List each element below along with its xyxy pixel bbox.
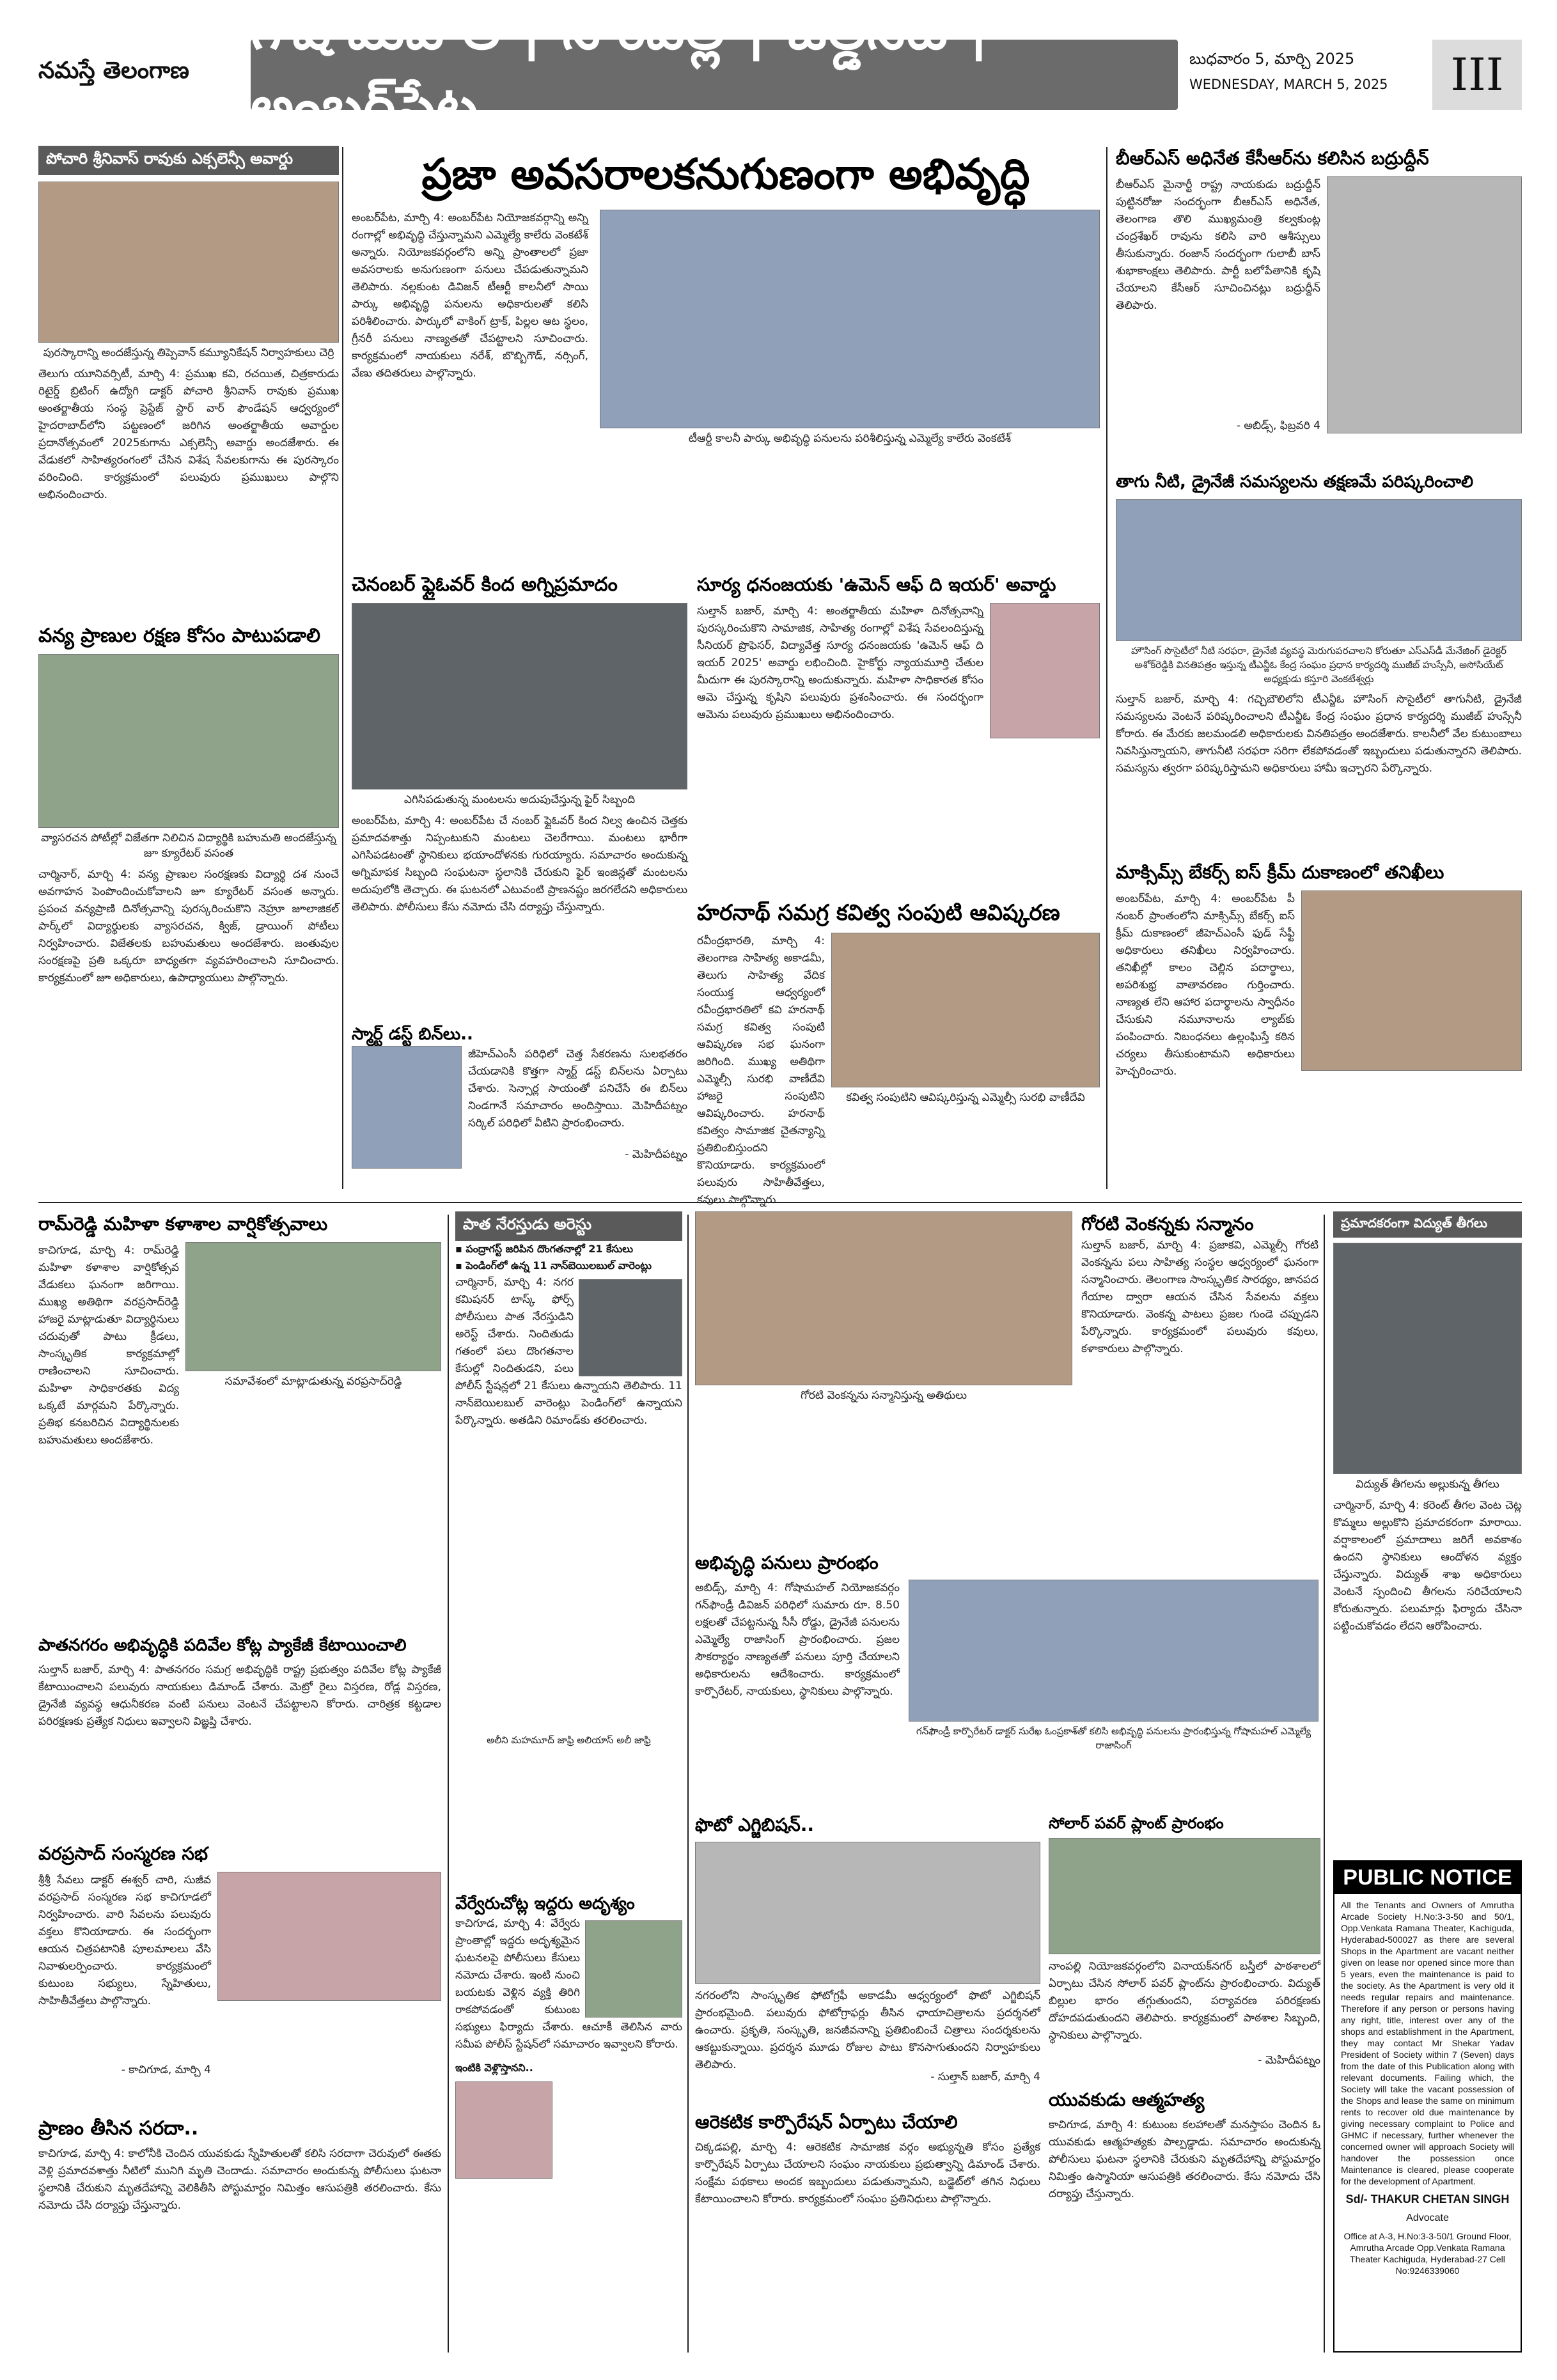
headline: రామ్‌రెడ్డి మహిళా కళాశాల వార్షికోత్సవాలు bbox=[38, 1213, 328, 1234]
college-photo bbox=[185, 1242, 441, 1371]
headline: పోచారి శ్రీనివాస్ రావుకు ఎక్సలెన్సీ అవార్డు bbox=[38, 146, 339, 175]
caption: పురస్కారాన్ని అందజేస్తున్న తిప్పెవాన్ కమ్యూనికేషన్ నిర్వాహకులు చెర్రి bbox=[43, 346, 334, 359]
fire-photo bbox=[352, 603, 687, 789]
award-photo bbox=[38, 182, 339, 343]
headline: గోరటి వెంకన్నకు సన్మానం bbox=[1081, 1213, 1254, 1234]
headline: ఆరెకటిక కార్పొరేషన్ ఏర్పాటు చేయాలి bbox=[695, 2112, 958, 2133]
column-rule bbox=[448, 1215, 449, 2353]
caption: సమావేశంలో మాట్లాడుతున్న వరప్రసాద్‌రెడ్డి bbox=[224, 1375, 402, 1388]
article-body: బీఆర్ఎస్ మైనార్టీ రాష్ట్ర నాయకుడు బద్రుద్దీన్ పుట్టినరోజు సందర్భంగా బీఆర్ఎస్ అధినేత, తెలంగాణ తొలి ముఖ్యమంత్రి కల్వకుంట్ల చంద్రశేఖర్ రావును కలిసి వారి ఆశీస్సులు తీసుకున్నారు. రంజాన్ సందర్భంగా గులాబీ బాస్ శుభాకాంక్షలు తెలిపారు. పార్టీ బలోపేతానికి కృషి చేయాలని కేసీఆర్ సూచించినట్లు బద్రుద్దీన్ తెలిపారు. bbox=[1116, 178, 1320, 312]
column-rule bbox=[342, 147, 343, 1189]
article-works-started bbox=[695, 1550, 1318, 1806]
article-arrest bbox=[455, 1211, 682, 1883]
headline: సూర్య ధనంజయకు 'ఉమెన్ ఆఫ్ ది ఇయర్' అవార్డు bbox=[697, 574, 1056, 595]
subhead: ఇంటికి వెళ్లొస్తానని.. bbox=[455, 2062, 533, 2074]
headline: యువకుడు ఆత్మహత్య bbox=[1049, 2089, 1205, 2110]
article-drowning bbox=[38, 2116, 441, 2353]
article-water-drainage bbox=[1116, 470, 1522, 853]
caption: హౌసింగ్ సొసైటీలో నీటి సరఫరా, డ్రైనేజీ వ్యవస్థ మెరుగుపరచాలని కోరుతూ ఎస్ఎస్‌డీ మేనేజింగ్ డైరెక్టర్ అశోక్‌రెడ్డికి వినతిపత్రం ఇస్తున్న టీఎన్జీఓ కేంద్ర సంఘం ప్రధాన కార్యదర్శి ముజీబ్ హుస్సేనీ, అసోసియేట్ అధ్యక్షుడు కస్తూరి వెంకటేశ్వర్లు bbox=[1131, 645, 1506, 685]
article-body: రవీంద్రభారతి, మార్చి 4: తెలంగాణ సాహిత్య అకాడమీ, తెలుగు సాహిత్య వేదిక సంయుక్త ఆధ్వర్యంలో రవీంద్రభారతిలో కవి హరనాథ్ సమగ్ర కవిత్వ సంపుటి ఆవిష్కరణ సభ ఘనంగా జరిగింది. ముఖ్య అతిథిగా ఎమ్మెల్సీ సురభి వాణీదేవి హాజరై సంపుటిని ఆవిష్కరించారు. హరనాథ్ కవిత్వం సామాజిక చైతన్యాన్ని ప్రతిబింబిస్తుందని కొనియాడారు. కార్యక్రమంలో పలువురు సాహితీవేత్తలు, కవులు పాల్గొన్నారు. bbox=[697, 935, 825, 1206]
caption: వ్యాసరచన పోటీల్లో విజేతగా నిలిచిన విద్యార్థికి బహుమతి అందజేస్తున్న జూ క్యూరేటర్ వసంత bbox=[41, 832, 336, 860]
article-excellence-award bbox=[38, 146, 339, 619]
notice-signer-title: Advocate bbox=[1406, 2213, 1449, 2223]
article-body: చార్మినార్, మార్చి 4: వన్య ప్రాణుల సంరక్షణకు విద్యార్థి దశ నుంచే అవగాహన పెంపొందించుకోవాలని జూ క్యూరేటర్ వసంత అన్నారు. ప్రపంచ వన్యప్రాణి దినోత్సవాన్ని పురస్కరించుకొని నెహ్రూ జూలాజికల్ పార్క్‌లో విద్యార్థులకు వ్యాసరచన, క్విజ్, డ్రాయింగ్ పోటీలు నిర్వహించారు. విజేతలకు బహుమతులు అందజేశారు. జంతువుల సంరక్షణపై ప్రతి ఒక్కరూ బాధ్యతగా వ్యవహరించాలని సూచించారు. కార్యక్రమంలో జూ అధికారులు, ఉపాధ్యాయులు పాల్గొన్నారు. bbox=[38, 868, 339, 984]
public-notice bbox=[1333, 1860, 1522, 2353]
byline: - మెహిదీపట్నం bbox=[1258, 2054, 1320, 2067]
petition-photo bbox=[1116, 499, 1522, 641]
article-body: అంబర్‌పేట, మార్చి 4: అంబర్‌పేట చే నంబర్ ఫ్లైఓవర్ కింద నిల్వ ఉంచిన చెత్తకు ప్రమాదవశాత్తు నిప్పంటుకుని మంటలు చెలరేగాయి. మంటలు భారీగా ఎగిసిపడటంతో స్థానికులు భయాందోళనకు గురయ్యారు. సమాచారం అందుకున్న అగ్నిమాపక సిబ్బంది సంఘటనా స్థలానికి చేరుకుని ఫైర్ ఇంజిన్లతో మంటలను అదుపులోకి తెచ్చారు. ఈ ఘటనలో ఎటువంటి ప్రాణనష్టం జరగలేదని అధికారులు తెలిపారు. పోలీసులు కేసు నమోదు చేసి దర్యాప్తు చేస్తున్నారు. bbox=[352, 814, 687, 914]
article-body: చిక్కడపల్లి, మార్చి 4: ఆరెకటిక సామాజిక వర్గం అభ్యున్నతి కోసం ప్రత్యేక కార్పొరేషన్ ఏర్పాటు చేయాలని సంఘం నాయకులు ప్రభుత్వాన్ని డిమాండ్ చేశారు. సంక్షేమ పథకాలు అందక ఇబ్బందులు పడుతున్నామని, బడ్జెట్‌లో తగిన నిధులు కేటాయించాలని కోరారు. కార్యక్రమంలో సంఘం ప్రతినిధులు పాల్గొన్నారు. bbox=[695, 2141, 1040, 2205]
article-oldcity-package bbox=[38, 1633, 441, 1838]
bullet-point: ▪ పంద్రాగస్ట్ జరిపిన దొంగతనాల్లో 21 కేసులు bbox=[455, 1243, 634, 1255]
column-rule bbox=[1324, 1215, 1325, 2353]
caption: గన్‌ఫౌండ్రీ కార్పొరేటర్ డాక్టర్ సురేఖ ఓంప్రకాశ్‌తో కలిసి అభివృద్ధి పనులను ప్రారంభిస్తున్న గోషామహల్ ఎమ్మెల్యే రాజాసింగ్ bbox=[916, 1725, 1311, 1751]
power-lines-photo bbox=[1333, 1243, 1522, 1474]
article-body: నాంపల్లి నియోజకవర్గంలోని వినాయక్‌నగర్ బస్తీలో పాఠశాలలో ఏర్పాటు చేసిన సోలార్ పవర్ ప్లాంట్‌ను ప్రారంభించారు. విద్యుత్ బిల్లుల భారం తగ్గుతుందని, పర్యావరణ పరిరక్షణకు దోహదపడుతుందని తెలిపారు. కార్యక్రమంలో పాఠశాల సిబ్బంది, స్థానికులు పాల్గొన్నారు. bbox=[1049, 1960, 1320, 2042]
article-fire-accident bbox=[352, 572, 687, 1084]
article-kcr-meeting bbox=[1116, 146, 1522, 465]
caption: అలీని మహమూద్ జాఫ్రి అలియాస్ అలీ జాఫ్రి bbox=[487, 1734, 651, 1746]
headline: తాగు నీటి, డ్రైనేజీ సమస్యలను తక్షణమే పరిష్కరించాలి bbox=[1116, 472, 1474, 492]
wildlife-photo bbox=[38, 654, 339, 828]
article-body: సుల్తాన్ బజార్, మార్చి 4: గచ్చిబౌలిలోని టీఎన్జీఓ హౌసింగ్ సొసైటీలో తాగునీటి, డ్రైనేజీ సమస్యలను వెంటనే పరిష్కరించాలని టీఎన్జీఓ కేంద్ర సంఘం ప్రధాన కార్యదర్శి ముజీబ్ హుస్సేనీ కోరారు. ఈ మేరకు జలమండలి అధికారులకు వినతిపత్రం అందజేశారు. కాలనీలో వేల కుటుంబాలు నివసిస్తున్నాయని, తాగునీటి సరఫరా సరిగా లేకపోవడంతో ఇబ్బందులు పడుతున్నారని తెలిపారు. సమస్యను త్వరగా పరిష్కరిస్తామని అధికారులు హామీ ఇచ్చారని పేర్కొన్నారు. bbox=[1116, 693, 1522, 775]
article-bakery-inspection bbox=[1116, 860, 1522, 1199]
article-photo-exhibition bbox=[695, 1812, 1040, 2100]
article-body: సుల్తాన్ బజార్, మార్చి 4: అంతర్జాతీయ మహిళా దినోత్సవాన్ని పురస్కరించుకొని సామాజిక, సాహిత్య రంగాల్లో విశేష సేవలందిస్తున్న సీనియర్ ప్రొఫెసర్, విద్యావేత్త సూర్య ధనంజయకు 'ఉమెన్ ఆఫ్ ది ఇయర్ 2025' అవార్డు లభించింది. హైకోర్టు న్యాయమూర్తి చేతుల మీదుగా ఈ పురస్కారాన్ని అందుకున్నారు. మహిళా సాధికారత కోసం ఆమె చేస్తున్న కృషిని పలువురు ప్రశంసించారు. ఈ సందర్భంగా ఆమెను పలువురు ప్రముఖులు అభినందించారు. bbox=[697, 605, 983, 721]
article-arekatika bbox=[695, 2110, 1040, 2353]
article-memorial-meeting bbox=[38, 1841, 441, 2110]
notice-address: Office at A-3, H.No:3-3-50/1 Ground Floor, Amrutha Arcade Opp.Venkata Ramana Theater Kachiguda, Hyderabad-27 Cell No:9246339060 bbox=[1343, 2231, 1512, 2276]
article-missing bbox=[455, 1892, 682, 2353]
article-body: చార్మినార్, మార్చి 4: నగర కమిషనర్ టాస్క్ ఫోర్స్ పోలీసులు పాత నేరస్తుడిని అరెస్ట్ చేశారు. నిందితుడు గతంలో పలు దొంగతనాల కేసుల్లో నిందితుడని, పలు పోలీస్ స్టేషన్లలో 21 కేసులు ఉన్నాయని తెలిపారు. 11 నాన్‌బెయిలబుల్ వారెంట్లు పెండింగ్‌లో ఉన్నాయని పేర్కొన్నారు. అతడిని రిమాండ్‌కు తరలించారు. bbox=[455, 1276, 682, 1427]
caption: కవిత్వ సంపుటిని ఆవిష్కరిస్తున్న ఎమ్మెల్సీ సురభి వాణీదేవి bbox=[846, 1091, 1085, 1104]
byline: - సుల్తాన్ బజార్, మార్చి 4 bbox=[930, 2071, 1040, 2083]
headline: హరనాథ్ సమగ్ర కవిత్వ సంపుటి ఆవిష్కరణ bbox=[697, 900, 1060, 926]
headline: ప్రాణం తీసిన సరదా.. bbox=[38, 2117, 199, 2140]
caption: విద్యుత్ తీగలను అల్లుకున్న తీగలు bbox=[1356, 1478, 1499, 1491]
missing-photo-1 bbox=[585, 1920, 682, 2018]
notice-title: PUBLIC NOTICE bbox=[1334, 1862, 1521, 1894]
headline: సోలార్ పవర్ ప్లాంట్ ప్రారంభం bbox=[1049, 1814, 1224, 1832]
inspection-photo bbox=[1301, 891, 1522, 1071]
memorial-photo bbox=[217, 1872, 441, 2001]
article-power-lines bbox=[1333, 1211, 1522, 1851]
page-number: III bbox=[1432, 40, 1522, 110]
paper-logo: నమస్తే తెలంగాణ bbox=[38, 58, 189, 84]
notice-body: All the Tenants and Owners of Amrutha Arcade Society H.No:3-3-50 and 50/1, Opp.Venkata Ramana Theater, Kachiguda, Hyderabad-500027 as there are several Shops in the Apartment are vacant neither given on lease nor opened since more than 5 years, even the maintenance is paid to the society. As the Apartment is very old it needs regular repairs and maintenance. Therefore if any person or persons having any right, title, interest over any of the shops and establishment in the Apartment, they may contact Mr Shekar Yadav President of Society within 7 (Seven) days from the date of this Publication along with relevant documents. Failing which, the Society will take the vacant possession of the Shops and lease the same on minimum rents to recover old due maintenance by giving necessary complaint to Police and GHMC if necessary, further whenever the concerned owner will approach Society will handover the possession once Maintenance is cleared, please cooperate for the development of Apartment. bbox=[1341, 1900, 1514, 2186]
solar-photo bbox=[1049, 1838, 1320, 1954]
article-solar-plant bbox=[1049, 1812, 1320, 2081]
article-body: కాచిగూడ, మార్చి 4: కుటుంబ కలహాలతో మనస్తాపం చెందిన ఓ యువకుడు ఆత్మహత్యకు పాల్పడ్డాడు. సమాచారం అందుకున్న పోలీసులు ఘటనా స్థలానికి చేరుకుని మృతదేహాన్ని పోస్టుమార్టం నిమిత్తం ఉస్మానియా ఆసుపత్రికి తరలించారు. కేసు నమోదు చేసి దర్యాప్తు చేస్తున్నారు. bbox=[1049, 2119, 1320, 2200]
article-body: తెలుగు యూనివర్సిటీ, మార్చి 4: ప్రముఖ కవి, రచయిత, చిత్రకారుడు రిటైర్డ్ బ్రిటింగ్ ఉద్యోగి డాక్టర్ పోచారి శ్రీనివాస్ రావుకు ప్రముఖ అంతర్జాతీయ సంస్థ ప్రెస్టేజ్ స్టార్ వార్ ఫౌండేషన్ ఆధ్వర్యంలో హైదరాబాద్‌లోని పట్టణంలో జరిగిన అంతర్జాతీయ అవార్డుల ప్రదానోత్సవంలో 2025కుగాను ఎక్సలెన్సీ అవార్డు అందజేశారు. ఈ వేడుకలో సాహిత్యరంగంలో చేసిన విశేష సేవలకుగాను ఈ పురస్కారం వరించింది. కార్యక్రమంలో పలువురు ప్రముఖులు పాల్గొని అభినందించారు. bbox=[38, 368, 339, 501]
meeting-photo bbox=[1327, 176, 1522, 433]
article-book-release bbox=[697, 898, 1100, 1206]
article-body: అంబర్‌పేట, మార్చి 4: అంబర్‌పేట నియోజకవర్గాన్ని అన్ని రంగాల్లో అభివృద్ధి చేస్తున్నామని ఎమ్మెల్యే కాలేరు వెంకటేశ్ అన్నారు. నియోజకవర్గంలోని అన్ని ప్రాంతాలలో ప్రజా అవసరాలకు అనుగుణంగా పనులు చేపడుతున్నామని తెలిపారు. నల్లకుంట డివిజన్ టీఆర్టీ కాలనీలో సాయి పార్కు అభివృద్ధి పనులను అధికారులతో కలిసి పరిశీలించారు. పార్కులో వాకింగ్ ట్రాక్, పిల్లల ఆట స్థలం, గ్రీనరీ పనులు నాణ్యతతో చేపట్టాలని సూచించారు. కార్యక్రమంలో నాయకులు నరేశ్, బొబ్బిగౌడ్, నర్సింగ్, వేణు తదితరులు పాల్గొన్నారు. bbox=[352, 212, 588, 380]
portrait-photo bbox=[990, 603, 1100, 738]
article-woman-of-year bbox=[697, 572, 1100, 892]
article-body: సుల్తాన్ బజార్, మార్చి 4: ప్రజాకవి, ఎమ్మెల్సీ గోరటి వెంకన్నను పలు సాహిత్య సంస్థల ఆధ్వర్యంలో ఘనంగా సన్మానించారు. తెలంగాణ సాంస్కృతిక సారథ్యం, జానపద గేయాల ద్వారా ఆయన చేసిన సేవలను వక్తలు కొనియాడారు. వెంకన్న పాటలు ప్రజల గుండె చప్పుడని పేర్కొన్నారు. కార్యక్రమంలో పలువురు కవులు, కళాకారులు పాల్గొన్నారు. bbox=[1081, 1239, 1318, 1355]
headline: వరప్రసాద్ సంస్మరణ సభ bbox=[38, 1843, 208, 1864]
article-smart-dustbins bbox=[352, 1023, 687, 1195]
felicitation-photo bbox=[695, 1211, 1072, 1385]
section-rule bbox=[38, 1202, 1522, 1203]
date-telugu: బుధవారం 5, మార్చి 2025 bbox=[1189, 50, 1355, 68]
headline: ఫొటో ఎగ్జిబిషన్.. bbox=[695, 1814, 815, 1835]
edition-banner: గోషామహల్ | నాంపల్లి | ఓల్డ్‌సిటీ | అంబర్‌పేట bbox=[251, 40, 1178, 110]
headline: స్మార్ట్ డస్ట్ బిన్‌లు.. bbox=[352, 1025, 473, 1044]
caption: గోరటి వెంకన్నను సన్మానిస్తున్న అతిథులు bbox=[800, 1389, 967, 1402]
book-release-photo bbox=[831, 933, 1100, 1087]
byline: - కాచిగూడ, మార్చి 4 bbox=[121, 2064, 211, 2076]
headline: మాక్సిమ్స్ బేకర్స్ ఐస్ క్రీమ్ దుకాణంలో తనిఖీలు bbox=[1116, 862, 1444, 883]
article-college-anniversary bbox=[38, 1211, 441, 1627]
headline: బీఆర్ఎస్ అధినేత కేసీఆర్‌ను కలిసిన బద్రుద్దీన్ bbox=[1116, 148, 1429, 169]
article-body: సుల్తాన్ బజార్, మార్చి 4: పాతనగరం సమగ్ర అభివృద్ధికి రాష్ట్ర ప్రభుత్వం పదివేల కోట్ల ప్యాకేజీ కేటాయించాలని పలువురు నాయకులు డిమాండ్ చేశారు. మెట్రో రైలు విస్తరణ, రోడ్ల విస్తరణ, డ్రైనేజీ వ్యవస్థ ఆధునీకరణ వంటి పనులు వెంటనే చేపట్టాలని కోరారు. చారిత్రక కట్టడాల పరిరక్షణకు ప్రత్యేక నిధులు ఇవ్వాలని విజ్ఞప్తి చేశారు. bbox=[38, 1663, 441, 1728]
headline: వన్య ప్రాణుల రక్షణ కోసం పాటుపడాలి bbox=[38, 625, 320, 647]
article-body: అబిడ్స్, మార్చి 4: గోషామహల్ నియోజకవర్గం గన్‌ఫౌండ్రీ డివిజన్ పరిధిలో సుమారు రూ. 8.50 లక్షలతో చేపట్టనున్న సీసీ రోడ్డు, డ్రైనేజీ పనులను ఎమ్మెల్యే రాజాసింగ్ ప్రారంభించారు. ప్రజల సౌకర్యార్థం నాణ్యతతో పనులు పూర్తి చేయాలని అధికారులను ఆదేశించారు. కార్యక్రమంలో కార్పొరేటర్, నాయకులు, స్థానికులు పాల్గొన్నారు. bbox=[695, 1582, 900, 1698]
article-lead-development bbox=[352, 146, 1100, 561]
caption: ఎగిసిపడుతున్న మంటలను అదుపుచేస్తున్న ఫైర్ సిబ్బంది bbox=[403, 793, 636, 806]
headline: అభివృద్ధి పనులు ప్రారంభం bbox=[695, 1552, 879, 1573]
notice-signer: Sd/- THAKUR CHETAN SINGH bbox=[1345, 2193, 1510, 2205]
article-wildlife-protection bbox=[38, 623, 339, 1199]
headline: ప్రమాదకరంగా విద్యుత్ తీగలు bbox=[1333, 1211, 1522, 1238]
headline: వేర్వేరుచోట్ల ఇద్దరు అదృశ్యం bbox=[455, 1894, 635, 1913]
article-felicitation bbox=[695, 1211, 1318, 1544]
article-body: శ్రీశ్రీ సేవలు డాక్టర్ ఈశ్వర్ చారి, సుజీవ వరప్రసాద్ సంస్మరణ సభ కాచిగూడలో నిర్వహించారు. వారి సేవలను పలువురు వక్తలు కొనియాడారు. ఈ సందర్భంగా ఆయన చిత్రపటానికి పూలమాలలు వేసి నివాళులర్పించారు. కార్యక్రమంలో కుటుంబ సభ్యులు, స్నేహితులు, సాహితీవేత్తలు పాల్గొన్నారు. bbox=[38, 1874, 211, 2007]
works-photo bbox=[909, 1580, 1318, 1722]
article-body: చార్మినార్, మార్చి 4: కరెంట్ తీగల వెంట చెట్ల కొమ్మలు అల్లుకొని ప్రమాదకరంగా మారాయి. వర్షాకాలంలో ప్రమాదాలు జరిగే అవకాశం ఉందని స్థానికులు ఆందోళన వ్యక్తం చేస్తున్నారు. విద్యుత్ శాఖ అధికారులు వెంటనే స్పందించి తీగలను సరిచేయాలని కోరుతున్నారు. పలుమార్లు ఫిర్యాదు చేసినా పట్టించుకోవడం లేదని ఆరోపించారు. bbox=[1333, 1499, 1522, 1633]
date-english: WEDNESDAY, MARCH 5, 2025 bbox=[1189, 77, 1388, 92]
article-suicide bbox=[1049, 2087, 1320, 2353]
caption: టీఆర్టీ కాలనీ పార్కు అభివృద్ధి పనులను పరిశీలిస్తున్న ఎమ్మెల్యే కాలేరు వెంకటేశ్ bbox=[688, 432, 1012, 445]
byline: - మెహిదీపట్నం bbox=[625, 1148, 687, 1161]
column-rule bbox=[687, 1215, 689, 2353]
lead-photo bbox=[600, 210, 1100, 428]
dustbin-photo bbox=[352, 1046, 462, 1169]
article-body: నగరంలోని సాంస్కృతిక ఫోటోగ్రఫీ అకాడమీ ఆధ్వర్యంలో ఫొటో ఎగ్జిబిషన్ ప్రారంభమైంది. పలువురు ఫోటోగ్రాఫర్లు తీసిన ఛాయాచిత్రాలను ప్రదర్శనలో ఉంచారు. ప్రకృతి, సంస్కృతి, జనజీవనాన్ని ప్రతిబింబించే చిత్రాలు సందర్శకులను ఆకట్టుకున్నాయి. ప్రదర్శన మూడు రోజుల పాటు కొనసాగుతుందని నిర్వాహకులు తెలిపారు. bbox=[695, 1989, 1040, 2071]
article-body: కాచిగూడ, మార్చి 4: కాలోనీకి చెందిన యువకుడు స్నేహితులతో కలిసి సరదాగా చెరువులో ఈతకు వెళ్లి ప్రమాదవశాత్తు నీటిలో మునిగి మృతి చెందాడు. సమాచారం అందుకున్న పోలీసులు ఘటనా స్థలానికి చేరుకుని మృతదేహాన్ని వెలికితీసి పోస్టుమార్టం నిమిత్తం ఆసుపత్రికి తరలించారు. కేసు నమోదు చేసి దర్యాప్తు చేస్తున్నారు. bbox=[38, 2147, 441, 2212]
column-rule bbox=[1106, 147, 1107, 1189]
missing-photo-2 bbox=[455, 2081, 552, 2179]
article-body: అంబర్‌పేట, మార్చి 4: అంబర్‌పేట పీ నంబర్ ప్రాంతంలోని మాక్సిమ్స్ బేకర్స్ ఐస్ క్రీమ్ దుకాణంలో జీహెచ్ఎంసీ ఫుడ్ సేఫ్టీ అధికారులు తనిఖీలు నిర్వహించారు. తనిఖీల్లో కాలం చెల్లిన పదార్థాలు, అపరిశుభ్ర వాతావరణం గుర్తించారు. నాణ్యత లేని ఆహార పదార్థాలను స్వాధీనం చేసుకుని నమూనాలను ల్యాబ్‌కు పంపించారు. నిబంధనలు ఉల్లంఘిస్తే కఠిన చర్యలు తీసుకుంటామని అధికారులు హెచ్చరించారు. bbox=[1116, 892, 1295, 1078]
headline: పాత నేరస్తుడు అరెస్టు bbox=[455, 1211, 682, 1241]
headline: పాతనగరం అభివృద్ధికి పదివేల కోట్ల ప్యాకేజీ కేటాయించాలి bbox=[38, 1636, 407, 1655]
article-body: కాచిగూడ, మార్చి 4: వేర్వేరు ప్రాంతాల్లో ఇద్దరు అదృశ్యమైన ఘటనలపై పోలీసులు కేసులు నమోదు చేశారు. ఇంటి నుంచి బయటకు వెళ్లిన వ్యక్తి తిరిగి రాకపోవడంతో కుటుంబ సభ్యులు ఫిర్యాదు చేశారు. ఆచూకీ తెలిసిన వారు సమీప పోలీస్ స్టేషన్‌లో సమాచారం ఇవ్వాలని కోరారు. bbox=[455, 1917, 682, 2051]
byline: - అబిడ్స్, ఫిబ్రవరి 4 bbox=[1236, 419, 1320, 432]
headline: చెనంబర్ ఫ్లైఓవర్ కింద అగ్నిప్రమాదం bbox=[352, 573, 618, 596]
exhibition-photo bbox=[695, 1842, 1040, 1984]
accused-photo bbox=[579, 1279, 682, 1376]
bullet-point: ▪ పెండింగ్‌లో ఉన్న 11 నాన్‌బెయిలబుల్ వారెంట్లు bbox=[455, 1259, 652, 1272]
article-body: జీహెచ్ఎంసీ పరిధిలో చెత్త సేకరణను సులభతరం చేయడానికి కొత్తగా స్మార్ట్ డస్ట్ బిన్‌లను ఏర్పాటు చేశారు. సెన్సార్ల సాయంతో పనిచేసే ఈ బిన్‌లు నిండగానే సమాచారం అందిస్తాయి. మెహిదీపట్నం సర్కిల్ పరిధిలో వీటిని ప్రారంభించారు. bbox=[468, 1048, 687, 1130]
article-body: కాచిగూడ, మార్చి 4: రామ్‌రెడ్డి మహిళా కళాశాల వార్షికోత్సవ వేడుకలు ఘనంగా జరిగాయి. ముఖ్య అతిథిగా వరప్రసాద్‌రెడ్డి హాజరై మాట్లాడుతూ విద్యార్థినులు చదువుతో పాటు క్రీడలు, సాంస్కృతిక కార్యక్రమాల్లో రాణించాలని సూచించారు. మహిళా సాధికారతకు విద్య ఒక్కటే మార్గమని పేర్కొన్నారు. ప్రతిభ కనబరిచిన విద్యార్థినులకు బహుమతులు అందజేశారు. bbox=[38, 1244, 179, 1447]
date-block bbox=[1189, 46, 1432, 104]
lead-headline: ప్రజా అవసరాలకనుగుణంగా అభివృద్ధి bbox=[421, 150, 1030, 199]
